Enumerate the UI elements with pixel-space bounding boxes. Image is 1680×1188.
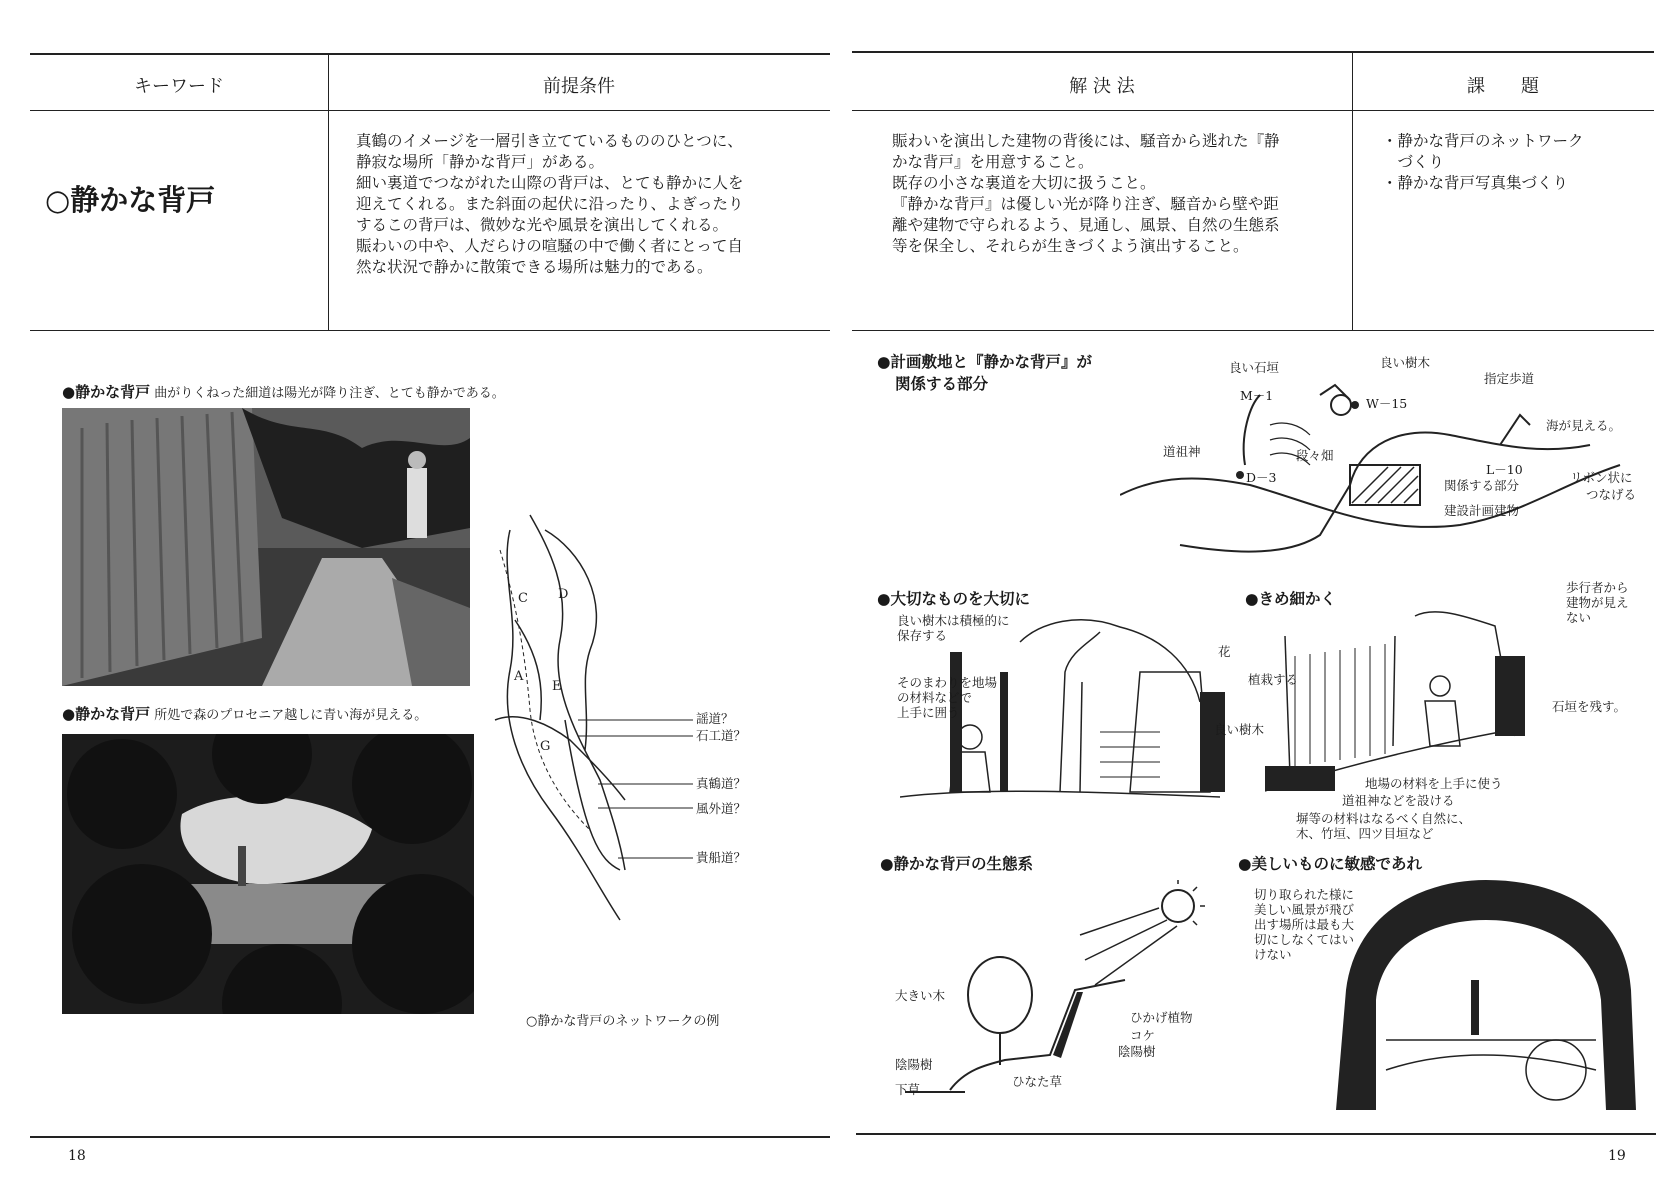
issue-item: ・静かな背戸写真集づくり bbox=[1382, 174, 1569, 192]
photo1-title: ●静かな背戸 bbox=[62, 383, 151, 401]
premise-line: 迎えてくれる。また斜面の起伏に沿ったり、よぎったり bbox=[356, 195, 744, 213]
map-letter-d: D bbox=[558, 587, 569, 602]
site-diagram-title bbox=[877, 351, 1092, 395]
map-letter-c: C bbox=[518, 591, 528, 606]
detail-note-pedestrian-line: 建物が見え bbox=[1566, 595, 1629, 610]
premise-text bbox=[356, 131, 744, 278]
site-diagram-title-line: 関係する部分 bbox=[895, 375, 989, 393]
beauty-note-line: 出す場所は最も大 bbox=[1254, 917, 1355, 932]
premise-line: 然な状況で静かに散策できる場所は魅力的である。 bbox=[356, 258, 713, 276]
issue-item: づくり bbox=[1382, 153, 1445, 171]
header-rule-left bbox=[30, 110, 830, 111]
beauty-note-line: けない bbox=[1254, 947, 1292, 962]
detail-label-keep-stonewall: 石垣を残す。 bbox=[1552, 699, 1627, 714]
detail-label-dosojin: 道祖神などを設ける bbox=[1342, 793, 1455, 808]
photo1-caption bbox=[62, 381, 505, 402]
site-label-d3: D－3 bbox=[1246, 470, 1277, 485]
photo2-title: ●静かな背戸 bbox=[62, 705, 151, 723]
site-diagram-title-line: ●計画敷地と『静かな背戸』が bbox=[877, 353, 1093, 371]
eco-label-shade-plants: ひかげ植物 bbox=[1130, 1010, 1193, 1025]
site-label-dosojin: 道祖神 bbox=[1163, 444, 1201, 459]
site-label-good-tree: 良い樹木 bbox=[1380, 355, 1431, 370]
detail-label-local-material: 地場の材料を上手に使う bbox=[1365, 776, 1503, 791]
site-label-ribbon: リボン状に bbox=[1570, 470, 1633, 485]
column-header-issue: 課 題 bbox=[1467, 76, 1539, 97]
detail-note-fence-line: 木、竹垣、四ツ目垣など bbox=[1296, 826, 1434, 841]
care-note-2 bbox=[897, 675, 997, 720]
care-label-flower: 花 bbox=[1218, 644, 1231, 659]
beauty-note-line: 切にしなくてはい bbox=[1254, 932, 1355, 947]
detail-note-fence bbox=[1296, 811, 1471, 841]
site-label-designated-walk: 指定歩道 bbox=[1484, 371, 1535, 386]
premise-line: 賑わいの中や、人だらけの喧騒の中で働く者にとって自 bbox=[356, 237, 743, 255]
eco-label-undergrowth: 下草 bbox=[895, 1082, 921, 1097]
solution-line: かな背戸』を用意すること。 bbox=[892, 153, 1094, 171]
solution-line: 『静かな背戸』は優しい光が降り注ぎ、騒音から壁や距 bbox=[892, 195, 1279, 213]
detail-note-pedestrian-line: 歩行者から bbox=[1566, 580, 1629, 595]
site-label-good-stonewall: 良い石垣 bbox=[1229, 360, 1280, 375]
network-map-caption: ○静かな背戸のネットワークの例 bbox=[526, 1014, 720, 1029]
site-label-m1: M－1 bbox=[1240, 388, 1274, 403]
solution-line: 離や建物で守られるよう、見通し、風景、自然の生態系 bbox=[892, 216, 1280, 234]
premise-line: 細い裏道でつながれた山際の背戸は、とても静かに人を bbox=[356, 174, 744, 192]
sketch-beauty-title: ●美しいものに敏感であれ bbox=[1238, 855, 1423, 873]
eco-label-sun-grass: ひなた草 bbox=[1012, 1074, 1063, 1089]
photo1-caption-text: 曲がりくねった細道は陽光が降り注ぎ、とても静かである。 bbox=[154, 386, 505, 401]
photo2-caption bbox=[62, 703, 427, 724]
map-letter-g: G bbox=[540, 739, 551, 754]
sketch-eco-title: ●静かな背戸の生態系 bbox=[880, 855, 1034, 873]
site-label-sea-view: 海が見える。 bbox=[1546, 418, 1622, 433]
care-note-1-line: 保存する bbox=[897, 628, 948, 643]
map-label: 謡道？ bbox=[696, 711, 734, 726]
page-number-left: 18 bbox=[68, 1148, 86, 1164]
detail-note-pedestrian bbox=[1566, 580, 1629, 625]
map-label: 風外道？ bbox=[696, 801, 747, 816]
photo-sea-through-forest bbox=[62, 734, 474, 1014]
map-label: 石工道？ bbox=[696, 728, 747, 743]
sketch-detail-title: ●きめ細かく bbox=[1245, 590, 1337, 608]
site-label-connect: つなげる bbox=[1586, 487, 1637, 502]
site-label-terraced-field: 段々畑 bbox=[1296, 448, 1334, 463]
site-label-planned-building: 建設計画建物 bbox=[1444, 503, 1520, 518]
site-label-related-part: 関係する部分 bbox=[1444, 478, 1520, 493]
issue-list bbox=[1382, 131, 1584, 194]
sketch-detail-illustration bbox=[1265, 596, 1565, 796]
column-header-solution: 解 決 法 bbox=[1069, 76, 1135, 97]
premise-line: 静寂な場所「静かな背戸」がある。 bbox=[356, 153, 605, 171]
sketch-eco-illustration bbox=[905, 880, 1225, 1100]
beauty-note-line: 美しい風景が飛び bbox=[1254, 902, 1355, 917]
column-header-premise: 前提条件 bbox=[543, 76, 615, 97]
detail-note-fence-line: 塀等の材料はなるべく自然に、 bbox=[1296, 811, 1472, 826]
premise-line: 真鶴のイメージを一層引き立てているもののひとつに、 bbox=[356, 132, 743, 150]
care-label-good-tree: 良い樹木 bbox=[1214, 722, 1265, 737]
detail-note-pedestrian-line: ない bbox=[1566, 610, 1592, 625]
care-note-2-line: そのまわりを地場 bbox=[897, 675, 998, 690]
top-rule-left bbox=[30, 53, 830, 55]
map-label: 真鶴道？ bbox=[696, 776, 747, 791]
sketch-care-title: ●大切なものを大切に bbox=[877, 590, 1031, 608]
detail-label-planting: 植栽する bbox=[1248, 672, 1299, 687]
table-bottom-rule-left bbox=[30, 330, 830, 331]
bottom-rule-right bbox=[856, 1133, 1656, 1135]
issue-item: ・静かな背戸のネットワーク bbox=[1382, 132, 1584, 150]
bottom-rule-left bbox=[30, 1136, 830, 1138]
eco-label-yinyang-right: 陰陽樹 bbox=[1118, 1044, 1156, 1059]
table-bottom-rule-right bbox=[852, 330, 1654, 331]
map-leader-lines bbox=[578, 710, 698, 860]
eco-label-big-tree: 大きい木 bbox=[895, 988, 946, 1003]
site-label-w15: W－15 bbox=[1366, 396, 1408, 411]
page-number-right: 19 bbox=[1608, 1148, 1626, 1164]
beauty-note bbox=[1254, 887, 1354, 962]
care-note-1-line: 良い樹木は積極的に bbox=[897, 613, 1010, 628]
care-note-2-line: 上手に囲う bbox=[897, 705, 960, 720]
map-letter-e: E bbox=[552, 679, 562, 694]
top-rule-right bbox=[852, 51, 1654, 53]
solution-line: 既存の小さな裏道を大切に扱うこと。 bbox=[892, 174, 1156, 192]
map-label: 貴船道？ bbox=[696, 850, 747, 865]
site-label-l10: L－10 bbox=[1486, 462, 1523, 477]
map-letter-a: A bbox=[514, 669, 524, 684]
eco-label-yinyang-left: 陰陽樹 bbox=[895, 1057, 933, 1072]
sketch-beauty-illustration bbox=[1336, 870, 1636, 1110]
site-diagram bbox=[1120, 345, 1680, 555]
keyword-title: ○静かな背戸 bbox=[45, 183, 216, 217]
photo-quiet-back-alley bbox=[62, 408, 470, 686]
solution-line: 等を保全し、それらが生きづくよう演出すること。 bbox=[892, 237, 1249, 255]
care-note-2-line: の材料などで bbox=[897, 690, 973, 705]
eco-label-moss: コケ bbox=[1130, 1028, 1156, 1043]
solution-text bbox=[892, 131, 1280, 257]
header-rule-right bbox=[852, 110, 1654, 111]
solution-line: 賑わいを演出した建物の背後には、騒音から逃れた『静 bbox=[892, 132, 1280, 150]
column-header-keyword: キーワード bbox=[134, 76, 224, 97]
photo2-caption-text: 所処で森のプロセニア越しに青い海が見える。 bbox=[154, 708, 428, 723]
beauty-note-line: 切り取られた様に bbox=[1254, 887, 1355, 902]
premise-line: するこの背戸は、微妙な光や風景を演出してくれる。 bbox=[356, 216, 729, 234]
care-note-1 bbox=[897, 613, 1010, 643]
